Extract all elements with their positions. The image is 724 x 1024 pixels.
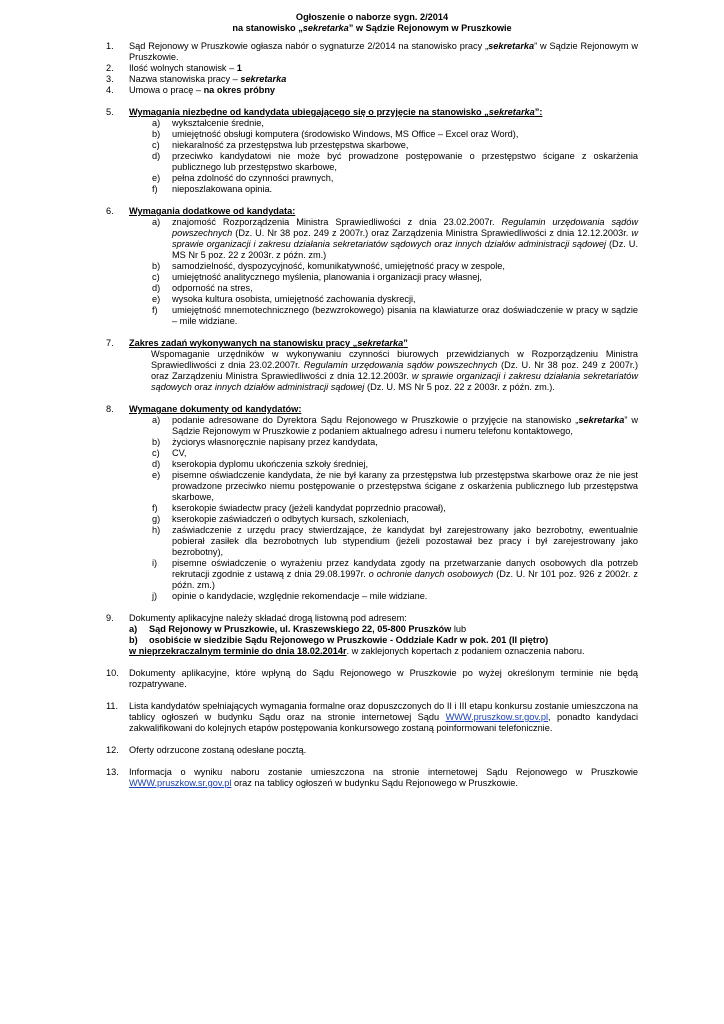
address-text: Sąd Rejonowy w Pruszkowie, ul. Kraszewskiego 22, 05-800 Pruszków [149,624,452,634]
item-letter: a) [152,217,161,227]
section-heading: Wymagania dodatkowe od kandydata: [129,206,296,216]
section-number: 12. [106,745,119,755]
item-citation: o ochronie danych osobowych [368,569,494,579]
section-text: Informacja o wyniku naboru zostanie umieszczona na stronie internetowej Sądu Rejonowego w Pruszkowie [129,767,638,777]
section-8 [106,404,638,415]
item-letter: b) [152,129,161,139]
item-text: Nazwa stanowiska pracy – [129,74,241,84]
item-letter: j) [152,591,158,601]
item-letter: a) [152,415,161,425]
body-citation: w sprawie organizacji i zakresu działania sekretariatów sądowych oraz innych działów administracji sądowej [151,371,639,392]
item-letter: a) [152,118,161,128]
item-text: kserokopie zaświadczeń o odbytych kursach, szkoleniach, [172,514,409,524]
section-number: 6. [106,206,114,216]
document-header [106,12,638,34]
list-item [106,85,638,96]
list-item [106,459,638,470]
item-text: umiejętność obsługi komputera (środowisko Windows, MS Office – Excel oraz Word), [172,129,519,139]
item-letter: b) [152,437,161,447]
list-item [106,173,638,184]
item-letter: e) [152,470,161,480]
item-text: (Dz. U. Nr 38 poz. 249 z 2007r.) oraz Zarządzenia Ministra Sprawiedliwości z dnia 12.12.2003r. [232,228,632,238]
item-number: 1. [106,41,114,51]
item-text: samodzielność, dyspozycyjność, komunikatywność, umiejętność pracy w zespole, [172,261,505,271]
body-text: (Dz. U. Nr 38 poz. 249 z 2007r.) oraz Zarządzeniu Ministra Sprawiedliwości z dnia 12.12.2003r. [151,360,639,381]
section-number: 9. [106,613,114,623]
item-text: Sąd Rejonowy w Pruszkowie ogłasza nabór o sygnaturze 2/2014 na stanowisko pracy „ [129,41,489,51]
section-text: Lista kandydatów spełniających wymagania formalne oraz dopuszczonych do II i III etapu konkursu zostanie umieszczona na tablicy ogłoszeń w budynku Sądu oraz na stronie internetowej Sądu [129,701,638,722]
section-number: 13. [106,767,119,777]
heading-emphasis: sekretarka [488,107,535,117]
section-heading: Wymagane dokumenty od kandydatów: [129,404,302,414]
list-item [106,118,638,129]
address-option-b [106,635,638,646]
section-number: 8. [106,404,114,414]
header-line-2-position: sekretarka [302,23,349,33]
list-item [106,63,638,74]
item-text: (Dz. U. Nr 101 poz. 926 z 2002r. z późn. zm.) [172,569,638,590]
section-12 [106,745,638,756]
section-13 [106,767,638,789]
item-text: (Dz. U. MS Nr 5 poz. 22 z 2003r. z późn. zm.) [172,239,638,260]
item-text: znajomość Rozporządzenia Ministra Sprawiedliwości z dnia 23.02.2007r. [172,217,502,227]
header-line-2-post: ” w Sądzie Rejonowym w Pruszkowie [348,23,512,33]
section-text: oraz na tablicy ogłoszeń w budynku Sądu Rejonowego w Pruszkowie. [231,778,518,788]
item-emphasis: sekretarka [240,74,287,84]
list-item [106,437,638,448]
item-letter: e) [152,173,161,183]
list-item [106,294,638,305]
item-text: ” w Sądzie Rejonowym w Pruszkowie z podaniem aktualnego adresu i numeru telefonu kontaktowego, [172,415,638,436]
item-text: wykształcenie średnie, [172,118,264,128]
item-letter: b) [129,635,138,645]
item-number: 2. [106,63,114,73]
item-text: opinie o kandydacie, względnie rekomendacje – mile widziane. [172,591,428,601]
section-heading [129,107,542,117]
item-letter: d) [152,283,161,293]
item-number: 3. [106,74,114,84]
item-text: kserokopie świadectw pracy (jeżeli kandydat poprzednio pracował), [172,503,446,513]
body-citation: Regulamin urzędowania sądów powszechnych [303,360,498,370]
item-letter: a) [129,624,138,634]
item-emphasis: na okres próbny [203,85,276,95]
list-item [106,283,638,294]
list-item [106,41,638,63]
item-letter: i) [152,558,158,568]
court-website-link[interactable]: WWW.pruszkow.sr.gov.pl [129,778,232,788]
item-letter: c) [152,272,160,282]
section-heading [129,338,408,348]
item-letter: d) [152,151,161,161]
list-item [106,74,638,85]
list-item [106,184,638,195]
heading-text: Wymagania niezbędne od kandydata ubiegającego się o przyjęcie na stanowisko „ [129,107,489,117]
item-text: nieposzlakowana opinia. [172,184,273,194]
item-number: 4. [106,85,114,95]
section-6 [106,206,638,217]
heading-text: ”: [534,107,543,117]
section-number: 7. [106,338,114,348]
item-text: umiejętność analitycznego myślenia, planowania i organizacji pracy własnej, [172,272,482,282]
list-item [106,140,638,151]
item-emphasis: sekretarka [488,41,535,51]
list-item [106,261,638,272]
item-text: niekaralność za przestępstwa lub przestępstwa skarbowe, [172,140,409,150]
list-item [106,415,638,437]
section-text: Oferty odrzucone zostaną odesłane pocztą. [129,745,307,755]
section-number: 10. [106,668,119,678]
court-website-link[interactable]: WWW.pruszkow.sr.gov.pl [445,712,549,722]
item-text: Umowa o pracę – [129,85,204,95]
section-10 [106,668,638,690]
item-text: zaświadczenie z urzędu pracy stwierdzające, że kandydat był zarejestrowany jako bezrobotny, ewentualnie pobierał zasiłek dla bezrobotnych lub stypendium (jeżeli pozostawał bez pracy i był zarejestrowany jako bezrobotny), [172,525,638,557]
item-letter: e) [152,294,161,304]
address-text: osobiście w siedzibie Sądu Rejonowego w Pruszkowie - Oddziale Kadr w pok. 201 (II piętro) [149,635,549,645]
heading-text: Zakres zadań wykonywanych na stanowisku pracy „ [129,338,358,348]
section-number: 5. [106,107,114,117]
item-text: CV, [172,448,187,458]
item-text: odporność na stres, [172,283,253,293]
list-item [106,305,638,327]
item-emphasis: 1 [236,63,242,73]
heading-text: ” [403,338,408,348]
list-item [106,470,638,503]
list-item [106,448,638,459]
list-item [106,525,638,558]
item-letter: f) [152,503,158,513]
item-text: przeciwko kandydatowi nie może być prowadzone postępowanie o przestępstwo ścigane z oskarżenia publicznego lub przestępstwo skarbowe, [172,151,638,172]
body-text: (Dz. U. MS Nr 5 poz. 22 z 2003r. z późn. zm.). [364,382,555,392]
item-citation: w sprawie organizacji i zakresu działania sekretariatów sądowych oraz innych działów administracji sądowej [172,228,638,249]
heading-emphasis: sekretarka [357,338,404,348]
section-number: 11. [106,701,119,711]
item-emphasis: sekretarka [578,415,625,425]
item-letter: d) [152,459,161,469]
list-item [106,272,638,283]
section-7 [106,338,638,349]
section-lead: Dokumenty aplikacyjne należy składać drogą listowną pod adresem: [129,613,407,623]
header-line-1: Ogłoszenie o naborze sygn. 2/2014 [295,12,449,22]
item-text: pisemne oświadczenie o wyrażeniu przez kandydata zgody na przetwarzanie danych osobowych dla potrzeb rekrutacji zgodnie z ustawą z dnia 29.08.1997r. [172,558,638,579]
item-letter: b) [152,261,161,271]
item-letter: c) [152,448,160,458]
list-item [106,503,638,514]
item-text: podanie adresowane do Dyrektora Sądu Rejonowego w Pruszkowie o przyjęcie na stanowisko „ [172,415,579,425]
item-letter: f) [152,184,158,194]
section-7-body [106,349,638,393]
item-letter: f) [152,305,158,315]
item-text: ” w Sądzie Rejonowym w Pruszkowie. [129,41,638,62]
section-9 [106,613,638,624]
list-item [106,151,638,173]
item-letter: c) [152,140,160,150]
intro-list [106,41,638,96]
header-line-2-pre: na stanowisko „ [232,23,303,33]
list-item [106,514,638,525]
address-text: lub [451,624,467,634]
item-letter: g) [152,514,161,524]
item-letter: h) [152,525,161,535]
section-11 [106,701,638,734]
list-item [106,217,638,261]
body-text: Wspomaganie urzędników w wykonywaniu czynności biurowych przewidzianych w Rozporządzeniu Ministra Sprawiedliwości z dnia 23.02.2007r. [151,349,638,370]
item-text: pełna zdolność do czynności prawnych, [172,173,334,183]
section-text: Dokumenty aplikacyjne, które wpłyną do Sądu Rejonowego w Pruszkowie po wyżej określonym terminie nie będą rozpatrywane. [129,668,638,689]
item-text: wysoka kultura osobista, umiejętność zachowania dyskrecji, [172,294,416,304]
item-text: życiorys własnoręcznie napisany przez kandydata, [172,437,378,447]
section-5 [106,107,638,118]
list-item [106,558,638,591]
deadline-text: . w zaklejonych kopertach z podaniem oznaczenia naboru. [346,646,585,656]
item-text: pisemne oświadczenie kandydata, że nie był karany za przestępstwa lub przestępstwa skarbowe oraz że nie jest prowadzone przeciwko niemu postępowanie o przestępstwa ścigane z oskarżenia publicznego lub przestępstwa skarbowe, [172,470,638,502]
address-option-a [106,624,638,635]
item-citation: Regulamin urzędowania sądów powszechnych [172,217,639,238]
header-line-2 [106,23,638,34]
item-text: kserokopia dyplomu ukończenia szkoły średniej, [172,459,369,469]
section-text: , ponadto kandydaci zakwalifikowani do kolejnych etapów postępowania konkursowego zostaną poinformowani telefonicznie. [129,712,638,733]
list-item [106,129,638,140]
item-text: umiejętność mnemotechnicznego (bezwzrokowego) pisania na klawiaturze oraz doświadczenie w pracy w sądzie – mile widziane. [172,305,638,326]
deadline-date: w nieprzekraczalnym terminie do dnia 18.02.2014r [129,646,347,656]
item-text: Ilość wolnych stanowisk – [129,63,237,73]
list-item [106,591,638,602]
deadline-line [106,646,638,657]
